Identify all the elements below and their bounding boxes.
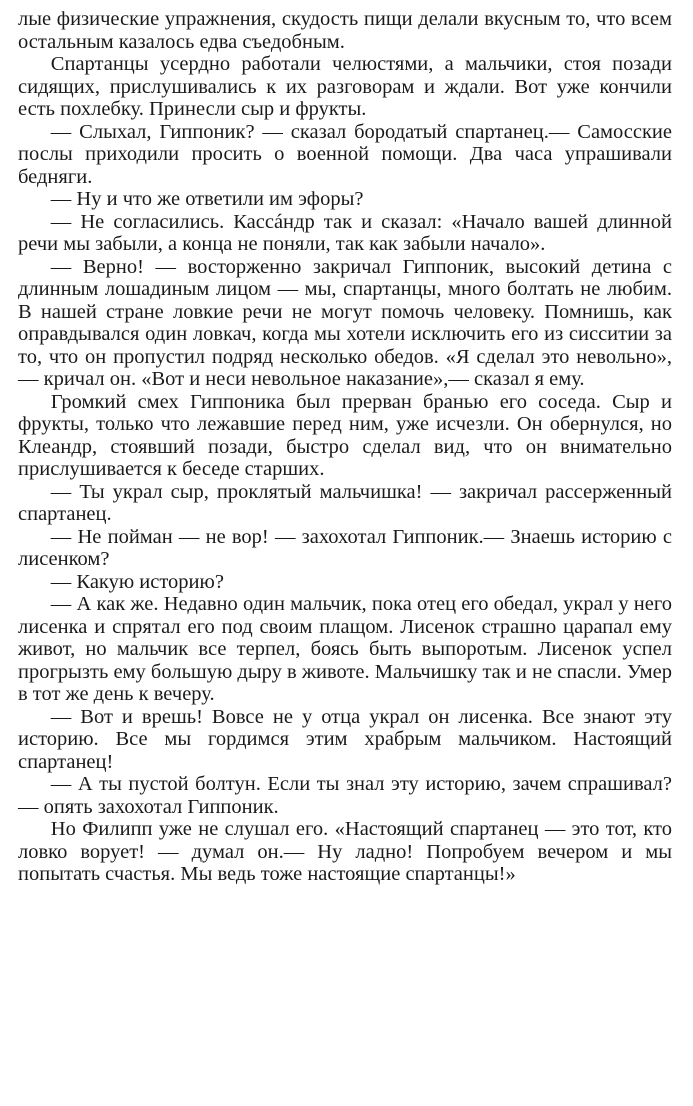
paragraph-4: — Ну и что же ответили им эфоры? — [50, 188, 364, 210]
paragraph-11: — А как же. Недавно один мальчик, пока отец его обедал, украл у него лисенка и спрятал его под своим плащом. Лисенок страшно царапал ему живот, но мальчик все терпел, боясь быть выпоротым. Лисенок успел прогрызть ему большую дыру в животе. Мальчишку так и не спасли. Умер в тот же день к вечеру. — [18, 593, 672, 705]
paragraph-1: лые физические упражнения, скудость пищи делали вкусным то, что всем остальным казалось едва съедобным. — [18, 8, 672, 53]
paragraph-6: — Верно! — восторженно закричал Гиппоник, высокий детина с длинным лошадиным лицом — мы, спартанцы, много болтать не любим. В нашей стране ловкие речи не могут помочь человеку. Помнишь, как оправдывался один ловкач, когда мы хотели исключить его из сисситии за то, что он пропустил подряд несколько обедов. «Я сделал это невольно»,— кричал он. «Вот и неси невольное наказание»,— сказал я ему. — [18, 255, 672, 390]
paragraph-9: — Не пойман — не вор! — захохотал Гиппоник.— Знаешь историю с лисенком? — [18, 525, 672, 570]
paragraph-13: — А ты пустой болтун. Если ты знал эту историю, зачем спрашивал? — опять захохотал Гиппоник. — [18, 773, 672, 818]
page-text — [18, 8, 672, 886]
paragraph-7: Громкий смех Гиппоника был прерван бранью его соседа. Сыр и фрукты, только что лежавшие перед ним, уже исчезли. Он обернулся, но Клеандр, стоявший позади, быстро сделал вид, что он внимательно прислушивается к беседе старших. — [18, 390, 672, 480]
paragraph-10: — Какую историю? — [50, 570, 224, 593]
paragraph-12: — Вот и врешь! Вовсе не у отца украл он лисенка. Все знают эту историю. Все мы гордимся этим храбрым мальчиком. Настоящий спартанец! — [18, 705, 672, 773]
paragraph-3: — Слыхал, Гиппоник? — сказал бородатый спартанец.— Самосские послы приходили просить о военной помощи. Два часа упрашивали бедняги. — [18, 120, 672, 188]
paragraph-8: — Ты украл сыр, проклятый мальчишка! — закричал рассерженный спартанец. — [18, 480, 672, 525]
paragraph-2: Спартанцы усердно работали челюстями, а мальчики, стоя позади сидящих, прислушивались к их разговорам и ждали. Вот уже кончили есть похлебку. Принесли сыр и фрукты. — [18, 53, 672, 120]
paragraph-5: — Не согласились. Кассáндр так и сказал: «Начало вашей длинной речи мы забыли, а конца не поняли, так как забыли начало». — [18, 210, 672, 255]
paragraph-14: Но Филипп уже не слушал его. «Настоящий спартанец — это тот, кто ловко ворует! — думал он.— Ну ладно! Попробуем вечером и мы попытать счастья. Мы ведь тоже настоящие спартанцы!» — [18, 818, 672, 885]
